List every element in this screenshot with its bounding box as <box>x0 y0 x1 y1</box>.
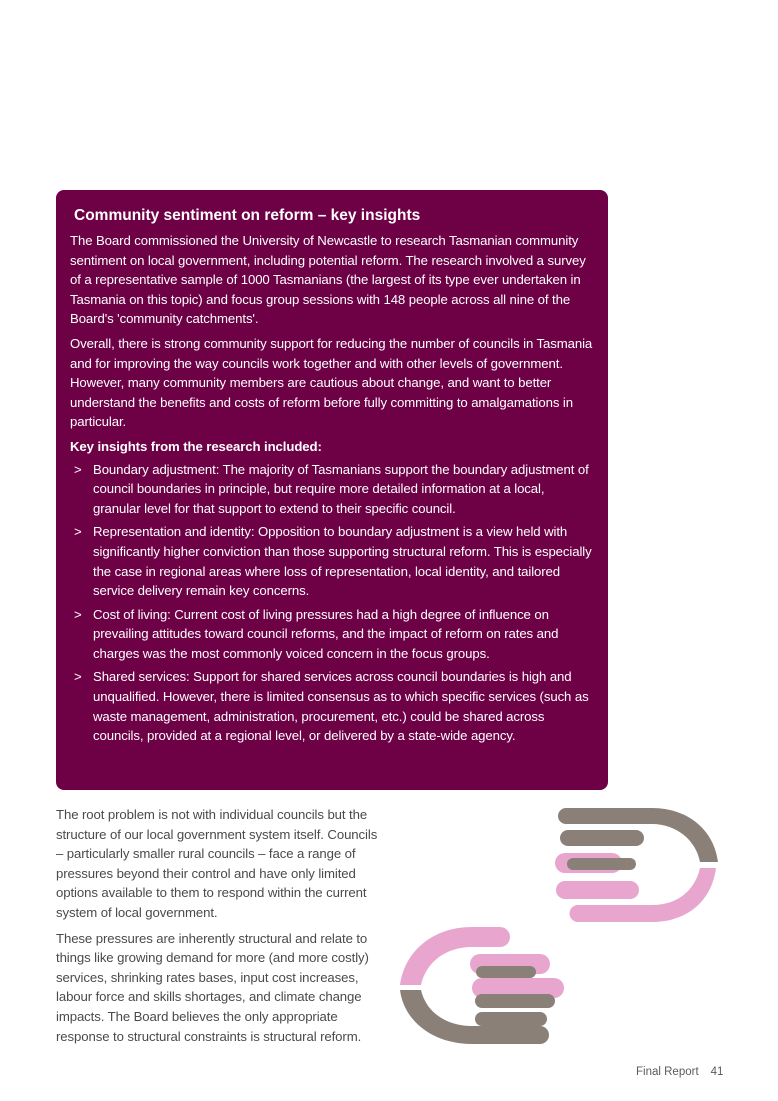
chevron-right-icon: > <box>74 524 82 540</box>
list-item-text: Representation and identity: Opposition to boundary adjustment is a view held with significantly higher conviction than those supporting structural reform. This is especially the case in regional areas where loss of representation, local identity, and tailored service delivery remain key concerns. <box>93 524 592 599</box>
list-item <box>70 522 594 600</box>
callout-paragraph-1: The Board commissioned the University of Newcastle to research Tasmanian community sentiment on local government, including potential reform. The research involved a survey of a representative sample of 1000 Tasmanians (the largest of its type ever undertaken in Tasmania on this topic) and focus group sessions with 148 people across all nine of the Board's 'community catchments'. <box>70 233 586 327</box>
page-footer <box>636 1066 723 1078</box>
insights-list <box>70 460 594 746</box>
list-item <box>70 460 594 519</box>
body-paragraph-2: These pressures are inherently structural and relate to things like growing demand for more (and more costly) services, shrinking rates bases, input cost increases, labour force and skills shortages, and climate change impacts. The Board believes the only appropriate response to structural constraints is structural reform. <box>56 930 369 1044</box>
body-paragraph-1: The root problem is not with individual councils but the structure of our local government system itself. Councils – particularly smaller rural councils – face a range of pressures beyond their control and have only limited options available to them to respond within the current system of local government. <box>56 807 378 920</box>
hands-illustration <box>390 800 730 1050</box>
chevron-right-icon: > <box>74 461 82 477</box>
callout-paragraph-2: Overall, there is strong community support for reducing the number of councils in Tasmania and for improving the way councils work together and with other levels of government. However, many community members are cautious about change, and want to better understand the benefits and costs of reform before fully committing to amalgamations in particular. <box>70 335 593 430</box>
key-insights-heading: Key insights from the research included: <box>70 438 322 454</box>
list-item <box>70 605 594 664</box>
hand-bottom-left-icon <box>400 927 564 1044</box>
hand-top-right-icon <box>555 808 718 922</box>
callout-box <box>56 190 608 790</box>
body-text <box>56 805 386 1052</box>
footer-label: Final Report <box>636 1066 699 1078</box>
list-item <box>70 667 594 745</box>
list-item-text: Boundary adjustment: The majority of Tasmanians support the boundary adjustment of council boundaries in principle, but require more detailed information at a local, granular level for that support to extend to their specific council. <box>93 461 589 516</box>
chevron-right-icon: > <box>74 606 82 622</box>
page-number: 41 <box>710 1066 724 1078</box>
list-item-text: Cost of living: Current cost of living pressures had a high degree of influence on prevailing attitudes toward council reforms, and the impact of reform on rates and charges was the most commonly voiced concern in the focus groups. <box>93 606 559 661</box>
callout-title: Community sentiment on reform – key insights <box>74 207 421 224</box>
list-item-text: Shared services: Support for shared services across council boundaries is high and unqualified. However, there is limited consensus as to which specific services (such as waste management, administration, procurement, etc.) could be shared across councils, provided at a regional level, or delivered by a state-wide agency. <box>93 669 589 744</box>
chevron-right-icon: > <box>74 669 82 685</box>
